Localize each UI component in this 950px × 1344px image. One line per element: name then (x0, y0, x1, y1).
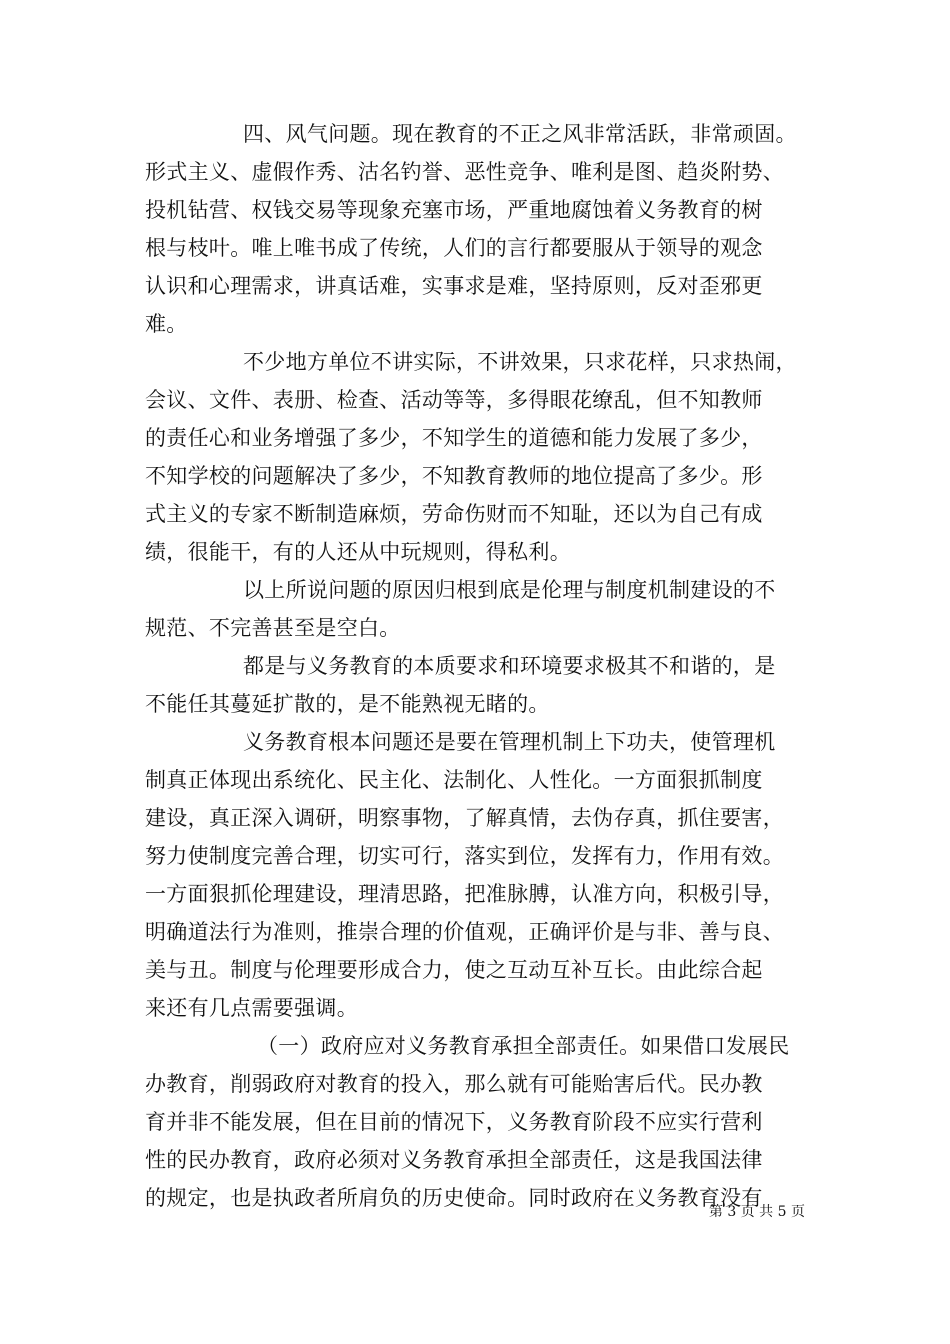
paragraph-line: 难。 (145, 312, 188, 336)
paragraph-line: 办教育，削弱政府对教育的投入，那么就有可能贻害后代。民办教 (145, 1072, 763, 1096)
paragraph-line: （一）政府应对义务教育承担全部责任。如果借口发展民 (257, 1034, 790, 1058)
paragraph-line: 式主义的专家不断制造麻烦，劳命伤财而不知耻，还以为自己有成 (145, 502, 763, 526)
paragraph-line: 都是与义务教育的本质要求和环境要求极其不和谐的，是 (243, 654, 776, 678)
paragraph-line: 会议、文件、表册、检查、活动等等，多得眼花缭乱，但不知教师 (145, 388, 763, 412)
paragraph-line: 认识和心理需求，讲真话难，实事求是难，坚持原则，反对歪邪更 (145, 274, 763, 298)
paragraph-line: 不少地方单位不讲实际，不讲效果，只求花样，只求热闹， (243, 350, 797, 374)
paragraph-line: 形式主义、虚假作秀、沽名钓誉、恶性竞争、唯利是图、趋炎附势、 (145, 160, 784, 184)
paragraph-line: 的规定，也是执政者所肩负的历史使命。同时政府在义务教育没有 (145, 1186, 763, 1210)
paragraph-line: 建设，真正深入调研，明察事物，了解真情，去伪存真，抓住要害， (145, 806, 784, 830)
paragraph-line: 明确道法行为准则，推崇合理的价值观，正确评价是与非、善与良、 (145, 920, 784, 944)
paragraph-line: 美与丑。制度与伦理要形成合力，使之互动互补互长。由此综合起 (145, 958, 763, 982)
paragraph-line: 不知学校的问题解决了多少，不知教育教师的地位提高了多少。形 (145, 464, 763, 488)
paragraph-line: 一方面狠抓伦理建设，理清思路，把准脉膊，认准方向，积极引导， (145, 882, 784, 906)
paragraph-line: 的责任心和业务增强了多少，不知学生的道德和能力发展了多少， (145, 426, 763, 450)
page-number: 第 3 页 共 5 页 (708, 1204, 805, 1220)
paragraph-line: 以上所说问题的原因归根到底是伦理与制度机制建设的不 (243, 578, 776, 602)
paragraph-line: 投机钻营、权钱交易等现象充塞市场，严重地腐蚀着义务教育的树 (145, 198, 763, 222)
paragraph-line: 绩，很能干，有的人还从中玩规则，得私利。 (145, 540, 571, 564)
paragraph-line: 来还有几点需要强调。 (145, 996, 358, 1020)
paragraph-line: 制真正体现出系统化、民主化、法制化、人性化。一方面狠抓制度 (145, 768, 763, 792)
paragraph-line: 育并非不能发展，但在目前的情况下，义务教育阶段不应实行营利 (145, 1110, 763, 1134)
paragraph-line: 努力使制度完善合理，切实可行，落实到位，发挥有力，作用有效。 (145, 844, 784, 868)
paragraph-line: 义务教育根本问题还是要在管理机制上下功夫，使管理机 (243, 730, 776, 754)
paragraph-line: 四、风气问题。现在教育的不正之风非常活跃，非常顽固。 (243, 122, 797, 146)
paragraph-line: 规范、不完善甚至是空白。 (145, 616, 401, 640)
paragraph-line: 不能任其蔓延扩散的，是不能熟视无睹的。 (145, 692, 550, 716)
paragraph-line: 根与枝叶。唯上唯书成了传统，人们的言行都要服从于领导的观念 (145, 236, 763, 260)
paragraph-line: 性的民办教育，政府必须对义务教育承担全部责任，这是我国法律 (145, 1148, 763, 1172)
